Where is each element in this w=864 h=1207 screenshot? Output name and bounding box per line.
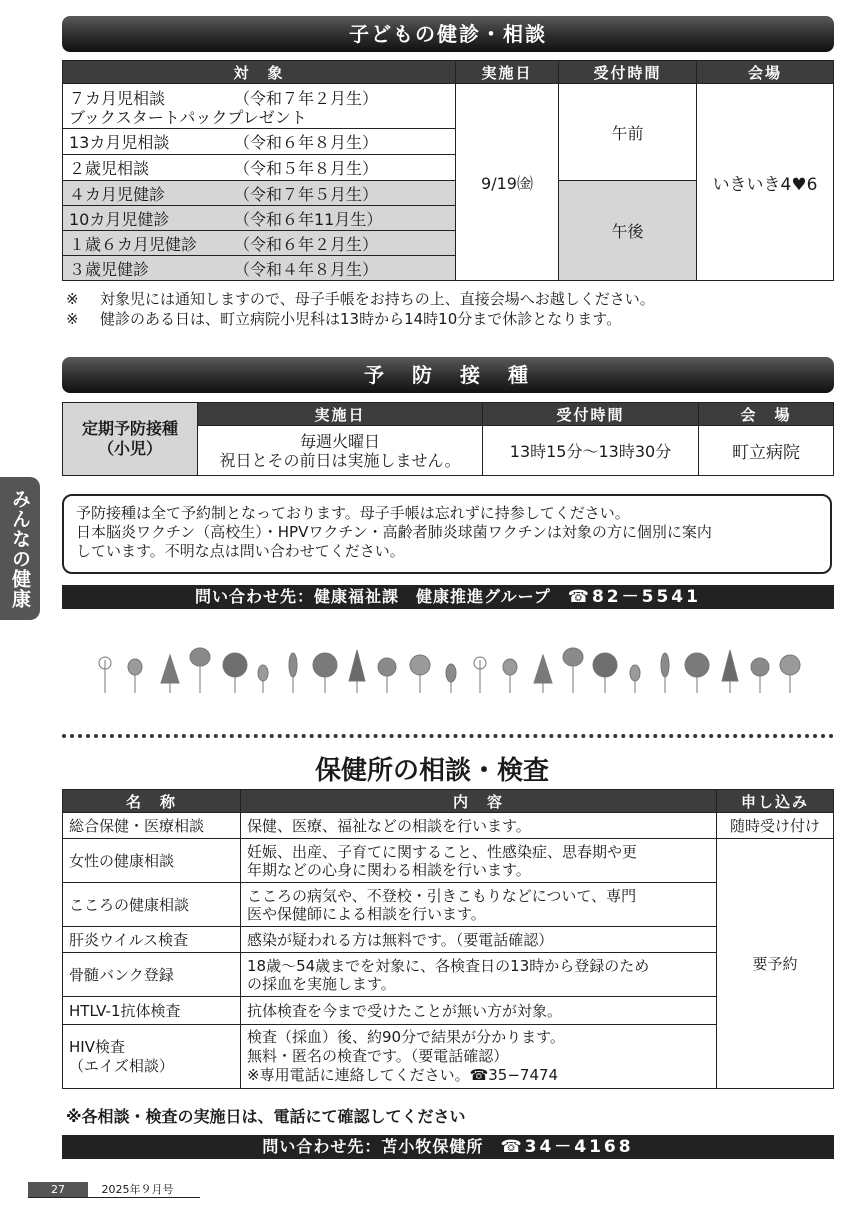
content-line: こころの病気や、不登校・引きこもりなどについて、専門 <box>247 886 637 905</box>
service-name: 女性の健康相談 <box>63 839 241 883</box>
target-born: （令和７年２月生） <box>234 88 379 108</box>
contact-bar-health-dept <box>62 585 834 609</box>
note-text: 健診のある日は、町立病院小児科は13時から14時10分まで休診となります。 <box>100 310 622 328</box>
service-content <box>241 953 717 997</box>
target-row <box>63 129 456 155</box>
header-date: 実施日 <box>456 61 559 84</box>
dotted-divider <box>62 734 834 738</box>
info-line: しています。不明な点は問い合わせてください。 <box>76 542 405 560</box>
note-text: 対象児には通知しますので、母子手帳をお持ちの上、直接会場へお越しください。 <box>100 290 655 308</box>
info-line: 日本脳炎ワクチン（高校生）・HPVワクチン・高齢者肺炎球菌ワクチンは対象の方に個別に案内 <box>76 523 712 541</box>
vaccination-time: 13時15分～13時30分 <box>483 426 699 476</box>
content-line: の採血を実施します。 <box>247 974 396 993</box>
section-title-child-checkups: 子どもの健診・相談 <box>62 16 834 52</box>
section-title-vaccination: 予 防 接 種 <box>62 357 834 393</box>
service-content <box>241 839 717 883</box>
content-line: ※専用電話に連絡してください。☎35−7474 <box>247 1066 559 1084</box>
checkup-date: 9/19㈮ <box>456 84 559 281</box>
date-line: 祝日とその前日は実施しません。 <box>219 450 461 470</box>
target-extra: ブックスタートパックプレゼント <box>69 107 307 127</box>
apply-reservation: 要予約 <box>717 839 834 1089</box>
page-number: 27 <box>28 1182 88 1198</box>
content-line: 年期などの心身に関わる相談を行います。 <box>247 860 531 879</box>
service-name: HTLV-1抗体検査 <box>63 997 241 1025</box>
date-line: 毎週火曜日 <box>299 431 380 451</box>
side-tab-health: みんなの健康 <box>0 477 40 620</box>
note-mark: ※ <box>66 290 79 308</box>
target-born: （令和６年11月生） <box>234 209 383 229</box>
contact-phone: ☎82－5541 <box>567 587 701 607</box>
header-date: 実施日 <box>198 403 483 426</box>
footer-rule <box>28 1197 200 1198</box>
tree-icon <box>99 657 111 693</box>
vaccination-info-box <box>62 494 832 574</box>
target-name: ３歳児健診 <box>69 259 150 279</box>
service-content <box>241 883 717 927</box>
vaccination-type: 定期予防接種 （小児） <box>63 403 198 476</box>
header-content: 内 容 <box>241 790 717 813</box>
header-target: 対 象 <box>63 61 456 84</box>
content-line: 18歳～54歳までを対象に、各検査日の13時から登録のため <box>247 956 650 975</box>
note-2 <box>66 310 621 329</box>
tree-icon <box>722 650 738 693</box>
target-born: （令和７年５月生） <box>234 184 379 204</box>
target-name: 10カ月児健診 <box>69 209 170 229</box>
tree-icon <box>161 655 179 693</box>
content-line: 無料・匿名の検査です。（要電話確認） <box>247 1047 509 1065</box>
health-center-note: ※各相談・検査の実施日は、電話にて確認してください <box>66 1107 466 1126</box>
tree-icon <box>289 653 297 693</box>
tree-icon <box>685 653 709 693</box>
content-line: 抗体検査を今まで受けたことが無い方が対象。 <box>247 1002 563 1020</box>
target-born: （令和４年８月生） <box>234 259 379 279</box>
target-row <box>63 84 456 129</box>
contact-phone: ☎34－4168 <box>500 1137 634 1157</box>
target-row <box>63 181 456 206</box>
tree-illustration <box>95 645 805 695</box>
target-row <box>63 206 456 231</box>
child-checkup-table <box>62 60 834 281</box>
target-row <box>63 231 456 256</box>
target-name: ２歳児相談 <box>69 159 150 179</box>
target-name: ４カ月児健診 <box>69 184 166 204</box>
target-row <box>63 256 456 281</box>
note-mark: ※ <box>66 310 79 328</box>
tree-icon <box>223 653 247 693</box>
header-reception: 受付時間 <box>559 61 697 84</box>
reception-am: 午前 <box>559 84 697 181</box>
header-reception: 受付時間 <box>483 403 699 426</box>
tree-icon <box>503 659 517 693</box>
tree-icon <box>258 665 268 693</box>
target-name: １歳６カ月児健診 <box>69 234 198 254</box>
target-name: ７カ月児相談 <box>69 88 166 108</box>
service-name: HIV検査 （エイズ相談） <box>63 1025 241 1089</box>
section-title-health-center: 保健所の相談・検査 <box>314 756 549 786</box>
content-line: 医や保健師による相談を行います。 <box>247 904 486 923</box>
footer <box>28 1181 174 1197</box>
tree-icon <box>378 658 396 693</box>
contact-label: 問い合わせ先：健康福祉課 健康推進グループ <box>195 587 551 606</box>
target-born: （令和６年２月生） <box>234 234 379 254</box>
tree-icon <box>751 658 769 693</box>
header-venue: 会 場 <box>699 403 834 426</box>
apply-anytime: 随時受け付け <box>717 813 834 839</box>
tree-icon <box>534 655 552 693</box>
target-row <box>63 155 456 181</box>
tree-icon <box>313 653 337 693</box>
target-name: 13カ月児相談 <box>69 133 170 153</box>
tree-icon <box>474 657 486 693</box>
tree-icon <box>780 655 800 693</box>
issue-label: 2025年９月号 <box>101 1183 174 1196</box>
service-name: こころの健康相談 <box>63 883 241 927</box>
header-venue: 会場 <box>697 61 834 84</box>
service-content <box>241 927 717 953</box>
tree-icon <box>563 648 583 693</box>
tree-icon <box>128 659 142 693</box>
target-born: （令和６年８月生） <box>234 133 379 153</box>
content-line: 検査（採血）後、約90分で結果が分かります。 <box>247 1028 565 1046</box>
tree-icon <box>661 653 669 693</box>
checkup-venue: いきいき4♥6 <box>697 84 834 281</box>
tree-icon <box>410 655 430 693</box>
vaccination-table <box>62 402 834 476</box>
service-content <box>241 1025 717 1089</box>
health-center-table <box>62 789 834 1089</box>
tree-icon <box>190 648 210 693</box>
contact-bar-health-center <box>62 1135 834 1159</box>
tree-icon <box>446 664 456 693</box>
content-line: 妊娠、出産、子育てに関すること、性感染症、思春期や更 <box>247 842 638 861</box>
tree-icon <box>593 653 617 693</box>
header-name: 名 称 <box>63 790 241 813</box>
content-line: 感染が疑われる方は無料です。（要電話確認） <box>247 931 554 949</box>
service-content <box>241 997 717 1025</box>
content-line: 保健、医療、福祉などの相談を行います。 <box>247 817 531 835</box>
service-name: 骨髄バンク登録 <box>63 953 241 997</box>
info-line: 予防接種は全て予約制となっております。母子手帳は忘れずに持参してください。 <box>76 504 630 522</box>
contact-label: 問い合わせ先：苫小牧保健所 <box>262 1137 484 1156</box>
tree-icon <box>349 650 365 693</box>
vaccination-venue: 町立病院 <box>699 426 834 476</box>
service-name: 総合保健・医療相談 <box>63 813 241 839</box>
header-apply: 申し込み <box>717 790 834 813</box>
vaccination-date <box>198 426 483 476</box>
note-1 <box>66 290 655 309</box>
target-born: （令和５年８月生） <box>234 159 379 179</box>
service-name: 肝炎ウイルス検査 <box>63 927 241 953</box>
tree-icon <box>630 665 640 693</box>
reception-pm: 午後 <box>559 181 697 281</box>
service-content <box>241 813 717 839</box>
